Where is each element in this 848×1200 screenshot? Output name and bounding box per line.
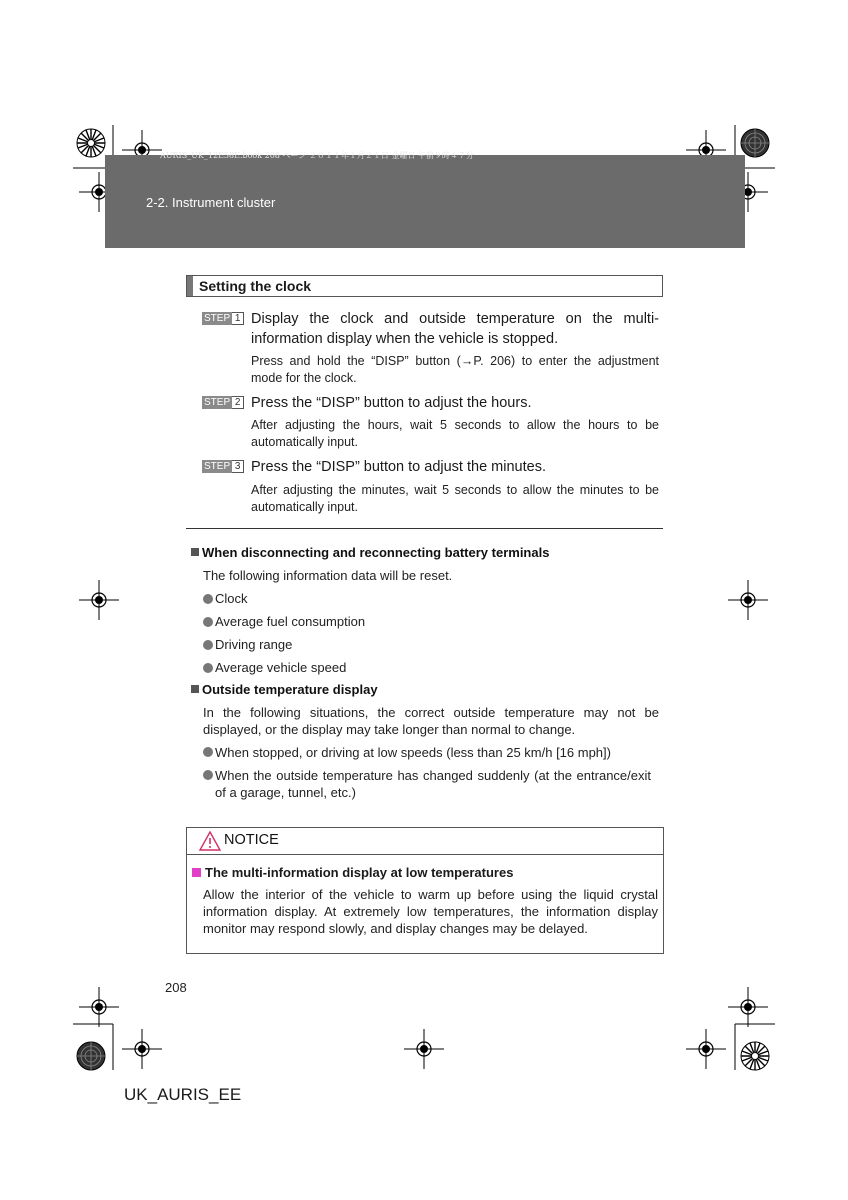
warning-triangle-icon: [199, 831, 221, 851]
print-info: AURIS_UK_12E58E.book 208 ページ ２０１１年１月２１日 金曜日 午前９時４７分: [160, 151, 474, 160]
list-item: [203, 659, 346, 676]
subsection-heading: [191, 682, 378, 697]
list-item-text: When the outside temperature has changed suddenly (at the entrance/exit of a garage, tunnel, etc.): [215, 768, 651, 800]
step-badge: [202, 312, 244, 325]
subsection-heading-text: When disconnecting and reconnecting battery terminals: [202, 545, 550, 560]
subsection-heading: [191, 545, 549, 560]
square-bullet-icon: [191, 685, 199, 693]
document-code: UK_AURIS_EE: [124, 1085, 242, 1104]
square-bullet-icon: [191, 548, 199, 556]
page-number: 208: [165, 980, 187, 995]
list-item-text: Average vehicle speed: [215, 660, 347, 675]
notice-heading: [192, 865, 513, 880]
step-number: 2: [232, 396, 244, 409]
notice-header: [187, 828, 663, 855]
list-item: [203, 744, 651, 761]
pink-square-icon: [192, 868, 201, 877]
list-item: [203, 767, 651, 801]
list-item-text: Average fuel consumption: [215, 614, 366, 629]
step-word: STEP: [204, 313, 231, 324]
notice-label: NOTICE: [224, 832, 279, 848]
step-title: Display the clock and outside temperature on the multi-information display when the vehicle is stopped.: [251, 311, 659, 347]
step-number: 1: [232, 312, 244, 325]
section-label: 2-2. Instrument cluster: [146, 195, 276, 210]
step-note: Press and hold the “DISP” button (→P. 206) to enter the adjustment mode for the clock.: [251, 354, 659, 385]
bullet-icon: [203, 770, 213, 780]
step-badge: [202, 396, 244, 409]
bullet-icon: [203, 617, 213, 627]
step-word: STEP: [204, 397, 231, 408]
list-item-text: Driving range: [215, 637, 293, 652]
list-item: [203, 613, 365, 630]
notice-text: Allow the interior of the vehicle to warm up before using the liquid crystal information display. At extremely low temperatures, the information display monitor may respond slowly, and display changes may be delayed.: [203, 887, 658, 936]
list-item: [203, 590, 248, 607]
subsection-heading-text: Outside temperature display: [202, 682, 378, 697]
list-item-text: When stopped, or driving at low speeds (less than 25 km/h [16 mph]): [215, 745, 611, 760]
notice-heading-text: The multi-information display at low temperatures: [205, 865, 514, 880]
paragraph: The following information data will be reset.: [203, 568, 453, 583]
bullet-icon: [203, 747, 213, 757]
divider: [186, 528, 663, 529]
step-badge: [202, 460, 244, 473]
paragraph: In the following situations, the correct outside temperature may not be displayed, or the display may take longer than normal to change.: [203, 705, 659, 737]
step-title: Press the “DISP” button to adjust the hours.: [251, 395, 532, 411]
notice-box: [186, 827, 664, 954]
list-item: [203, 636, 292, 653]
heading-bar: [187, 276, 193, 296]
bullet-icon: [203, 594, 213, 604]
list-item-text: Clock: [215, 591, 248, 606]
bullet-icon: [203, 663, 213, 673]
bullet-icon: [203, 640, 213, 650]
step-note: After adjusting the minutes, wait 5 seconds to allow the minutes to be automatically input.: [251, 483, 659, 514]
step-number: 3: [232, 460, 244, 473]
section-heading: [186, 275, 663, 297]
step-note: After adjusting the hours, wait 5 seconds to allow the hours to be automatically input.: [251, 418, 659, 449]
step-word: STEP: [204, 461, 231, 472]
section-heading-text: Setting the clock: [199, 278, 312, 294]
step-title: Press the “DISP” button to adjust the minutes.: [251, 459, 546, 475]
